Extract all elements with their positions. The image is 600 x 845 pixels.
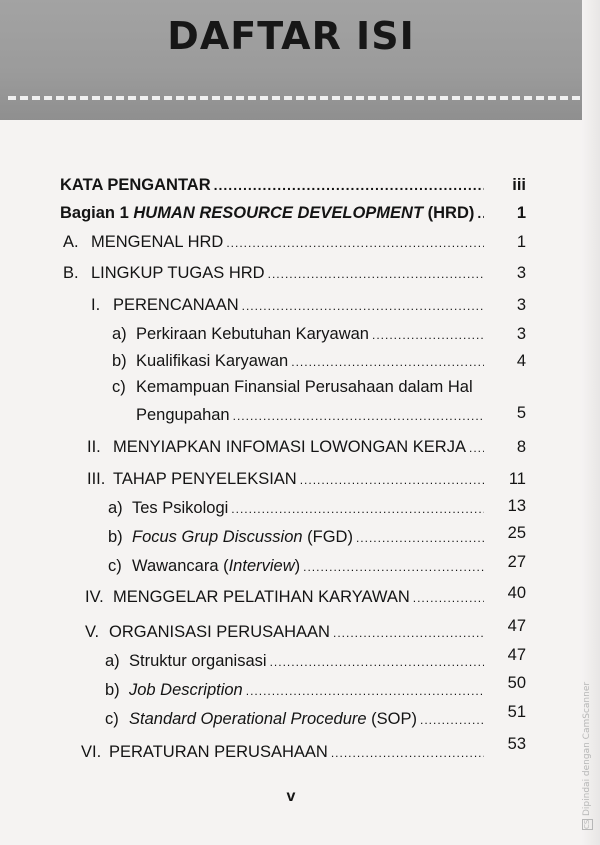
toc-page-number: 1 xyxy=(516,233,526,251)
toc-entry-kemampuan-finansial-line2 xyxy=(136,402,484,428)
toc-leader-dots xyxy=(231,496,484,522)
toc-leader-dots xyxy=(268,261,484,287)
toc-entry-wawancara xyxy=(108,553,484,579)
header-dashed-divider xyxy=(8,96,580,100)
toc-entry-lingkup-tugas-hrd xyxy=(63,260,484,286)
toc-leader-dots xyxy=(291,349,484,375)
toc-leader-dots xyxy=(413,585,484,611)
toc-label-text: Tes Psikologi xyxy=(132,499,229,517)
toc-label-suffix: (SOP) xyxy=(366,710,417,728)
toc-label: KATA PENGANTAR xyxy=(60,176,211,194)
toc-entry-kemampuan-finansial-line1 xyxy=(112,374,532,400)
toc-label-continuation: Pengupahan xyxy=(136,406,230,424)
toc-label xyxy=(85,584,410,610)
toc-page-number: 3 xyxy=(516,264,526,282)
toc-page-number: 3 xyxy=(516,296,526,314)
toc-entry-menggelar-pelatihan xyxy=(85,584,484,610)
toc-label-text: PERENCANAAN xyxy=(113,296,239,314)
toc-label xyxy=(112,374,473,400)
toc-page-number: 40 xyxy=(507,584,526,602)
toc-leader-dots xyxy=(214,172,484,198)
scanner-watermark xyxy=(582,682,593,830)
header-band xyxy=(0,0,582,120)
toc-leader-dots xyxy=(331,740,484,766)
toc-number: II. xyxy=(87,438,101,456)
toc-leader-dots xyxy=(356,525,484,551)
toc-number: IV. xyxy=(85,588,104,606)
toc-label-text: ORGANISASI PERUSAHAAN xyxy=(109,623,330,641)
toc-label xyxy=(63,229,223,255)
toc-number: b) xyxy=(112,352,127,370)
toc-label xyxy=(87,466,297,492)
toc-label xyxy=(60,200,474,226)
toc-entry-mengenal-hrd xyxy=(63,229,484,255)
toc-number: A. xyxy=(63,233,79,251)
toc-leader-dots xyxy=(270,649,484,675)
toc-number: b) xyxy=(105,681,120,699)
toc-label-text: MENGGELAR PELATIHAN KARYAWAN xyxy=(113,588,410,606)
toc-number: c) xyxy=(108,557,122,575)
toc-label xyxy=(105,677,243,703)
toc-label xyxy=(91,292,239,318)
toc-entry-perkiraan-kebutuhan-karyawan xyxy=(112,321,484,347)
toc-leader-dots xyxy=(300,467,484,493)
toc-number: VI. xyxy=(81,743,102,761)
toc-page-number: 1 xyxy=(516,204,526,222)
toc-leader-dots xyxy=(303,554,484,580)
toc-label xyxy=(108,495,228,521)
toc-entry-perencanaan xyxy=(91,292,484,318)
toc-label-italic: Focus Grup Discussion xyxy=(132,528,303,546)
toc-entry-organisasi-perusahaan xyxy=(85,619,484,645)
toc-label xyxy=(108,553,300,579)
toc-number: a) xyxy=(105,652,120,670)
toc-label xyxy=(81,739,328,765)
toc-label-italic: Standard Operational Procedure xyxy=(129,710,367,728)
toc-label-text: PERATURAN PERUSAHAAN xyxy=(109,743,328,761)
toc-entry-kata-pengantar xyxy=(60,172,484,198)
toc-number: c) xyxy=(112,378,126,396)
toc-label-text: Struktur organisasi xyxy=(129,652,267,670)
footer-page-number: v xyxy=(286,788,296,805)
toc-leader-dots xyxy=(333,620,484,646)
toc-page-number: 51 xyxy=(507,703,526,721)
toc-entry-bagian-1 xyxy=(60,200,484,226)
toc-number: a) xyxy=(112,325,127,343)
toc-number: a) xyxy=(108,499,123,517)
toc-entry-tahap-penyeleksian xyxy=(87,466,484,492)
toc-number: b) xyxy=(108,528,123,546)
toc-label xyxy=(112,321,369,347)
toc-label xyxy=(85,619,330,645)
toc-label xyxy=(105,706,417,732)
toc-page-number: 4 xyxy=(516,352,526,370)
toc-label-prefix: Wawancara ( xyxy=(132,557,229,575)
toc-leader-dots xyxy=(242,293,484,319)
camscanner-icon: CS xyxy=(583,819,591,829)
toc-page-number: 5 xyxy=(516,404,526,422)
page-title: DAFTAR ISI xyxy=(167,14,415,58)
toc-label-text: Perkiraan Kebutuhan Karyawan xyxy=(136,325,369,343)
toc-leader-dots xyxy=(372,322,484,348)
toc-label-italic: HUMAN RESOURCE DEVELOPMENT xyxy=(133,204,424,222)
toc-label-text: Kualifikasi Karyawan xyxy=(136,352,289,370)
toc-label xyxy=(108,524,353,550)
toc-label xyxy=(87,434,466,460)
toc-entry-peraturan-perusahaan xyxy=(81,739,484,765)
toc-page-number: 50 xyxy=(507,674,526,692)
toc-number: I. xyxy=(91,296,101,314)
toc-page-number: 3 xyxy=(516,325,526,343)
toc-page-number: 11 xyxy=(508,470,526,488)
toc-label-text: LINGKUP TUGAS HRD xyxy=(91,264,265,282)
toc-label-text: MENGENAL HRD xyxy=(91,233,224,251)
toc-entry-job-description xyxy=(105,677,484,703)
toc-number: c) xyxy=(105,710,119,728)
toc-label-prefix: Bagian 1 xyxy=(60,204,134,222)
toc-label xyxy=(63,260,265,286)
toc-label-suffix: (FGD) xyxy=(302,528,353,546)
toc-page-number: 47 xyxy=(507,617,526,635)
toc-leader-dots xyxy=(246,678,484,704)
toc-leader-dots xyxy=(477,200,484,226)
toc-leader-dots xyxy=(420,707,484,733)
toc-entry-struktur-organisasi xyxy=(105,648,484,674)
toc-label-text: MENYIAPKAN INFOMASI LOWONGAN KERJA xyxy=(113,438,466,456)
toc-leader-dots xyxy=(233,403,484,429)
toc-label-text: Kemampuan Finansial Perusahaan dalam Hal xyxy=(136,378,473,396)
toc-label-suffix: (HRD) xyxy=(423,204,475,222)
toc-number: III. xyxy=(87,470,106,488)
toc-number: V. xyxy=(85,623,100,641)
toc-page-number: 8 xyxy=(516,438,526,456)
toc-entry-menyiapkan-informasi xyxy=(87,434,484,460)
toc-number: B. xyxy=(63,264,79,282)
toc-label-text: TAHAP PENYELEKSIAN xyxy=(113,470,297,488)
watermark-text: Dipindai dengan CamScanner xyxy=(582,681,592,816)
toc-label xyxy=(105,648,267,674)
toc-label-italic: Interview xyxy=(228,557,295,575)
toc-entry-focus-grup-discussion xyxy=(108,524,484,550)
toc-page-number: 27 xyxy=(507,553,526,571)
toc-page-number: iii xyxy=(512,176,526,194)
toc-label-suffix: ) xyxy=(294,557,301,575)
toc-leader-dots xyxy=(226,230,484,256)
toc-leader-dots xyxy=(469,435,484,461)
toc-label xyxy=(112,348,288,374)
toc-entry-tes-psikologi xyxy=(108,495,484,521)
toc-page-number: 53 xyxy=(507,735,526,753)
toc-entry-standard-operational-procedure xyxy=(105,706,484,732)
toc-page-number: 13 xyxy=(507,497,526,515)
toc-page-number: 25 xyxy=(507,524,526,542)
toc-label-italic: Job Description xyxy=(129,681,243,699)
toc-entry-kualifikasi-karyawan xyxy=(112,348,484,374)
toc-page-number: 47 xyxy=(507,646,526,664)
